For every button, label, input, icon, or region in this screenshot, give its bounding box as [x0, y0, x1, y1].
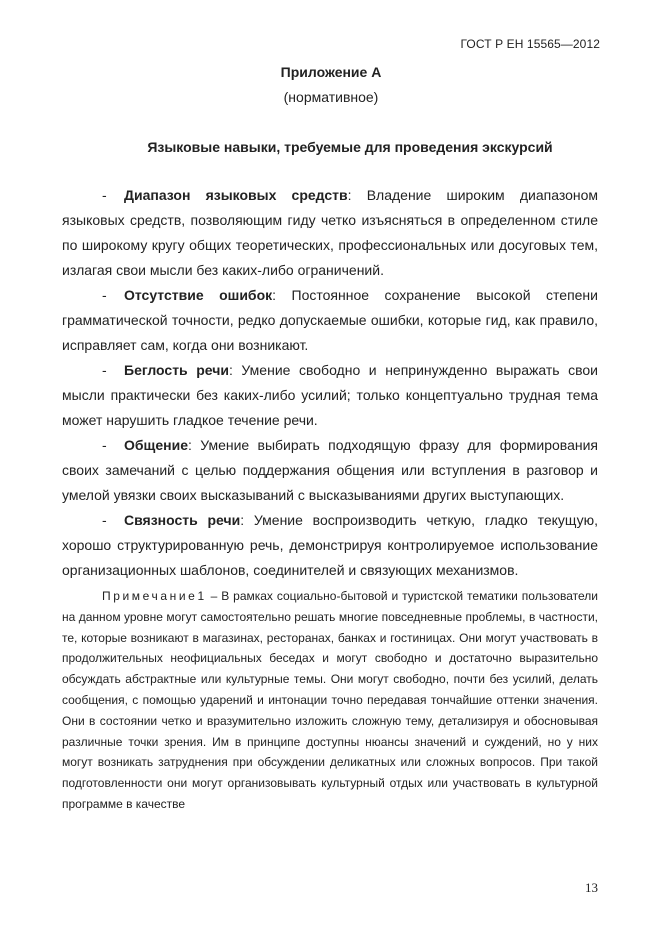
note-label: Примечание1 — [102, 589, 207, 603]
appendix-title: Приложение А — [280, 64, 382, 80]
section-title: Языковые навыки, требуемые для проведения экскурсий — [147, 139, 553, 155]
list-item — [62, 358, 598, 433]
item-text: : Умение свободно и непринужденно выражать свои мысли практически без каких-либо усилий; только концептуально трудная тема может нарушить гладкое течение речи. — [62, 362, 598, 428]
list-bullet: - — [102, 287, 107, 303]
list-item — [62, 183, 598, 283]
list-item — [62, 433, 598, 508]
item-text: : Умение выбирать подходящую фразу для формирования своих замечаний с целью поддержания общения или вступления в разговор и умелой увязки своих высказываний с высказываниями других выступающих. — [62, 437, 598, 503]
list-item — [62, 508, 598, 583]
appendix-subtitle: (нормативное) — [283, 89, 379, 105]
item-text: : Постоянное сохранение высокой степени грамматической точности, редко допускаемые ошибки, которые гид, как правило, исправляет сам, когда они возникают. — [62, 287, 598, 353]
item-text: : Владение широким диапазоном языковых средств, позволяющим гиду четко изъясняться в определенном стиле по широкому кругу общих теоретических, профессиональных или досуговых тем, излагая свои мысли без каких-либо ограничений. — [62, 187, 599, 278]
list-bullet: - — [102, 362, 107, 378]
item-term: Беглость речи — [124, 362, 229, 378]
item-term: Отсутствие ошибок — [124, 287, 273, 303]
page-number: 13 — [585, 880, 598, 895]
list-bullet: - — [102, 187, 107, 203]
list-bullet: - — [102, 512, 107, 528]
item-term: Общение — [124, 437, 188, 453]
list-bullet: - — [102, 437, 107, 453]
note-paragraph — [62, 586, 598, 815]
standard-designation: ГОСТ Р ЕН 15565—2012 — [460, 37, 600, 51]
list-item — [62, 283, 598, 358]
item-term: Связность речи — [124, 512, 241, 528]
item-text: : Умение воспроизводить четкую, гладко текущую, хорошо структурированную речь, демонстрируя контролируемое использование организационных шаблонов, соединителей и связующих механизмов. — [62, 512, 598, 578]
body-text — [62, 183, 598, 815]
item-term: Диапазон языковых средств — [124, 187, 348, 203]
note-text: – В рамках социально-бытовой и туристской тематики пользователи на данном уровне могут самостоятельно решать многие повседневные проблемы, в частности, те, которые возникают в магазинах, ресторанах, банках и гостиницах. Они могут участвовать в продолжительных неофициальных беседах и могут свободно и достаточно выразительно обсуждать абстрактные или культурные темы. Они могут свободно, почти без усилий, делать сообщения, с помощью ударений и интонации точно передавая тончайшие оттенки значения. Они в состоянии четко и вразумительно изложить сложную тему, детализируя и обосновывая различные точки зрения. Им в принципе доступны нюансы значений и суждений, но у них могут возникать затруднения при обсуждении деликатных или сложных вопросов. При такой подготовленности они могут организовывать культурный отдых или участвовать в культурной программе в качестве — [62, 589, 598, 811]
